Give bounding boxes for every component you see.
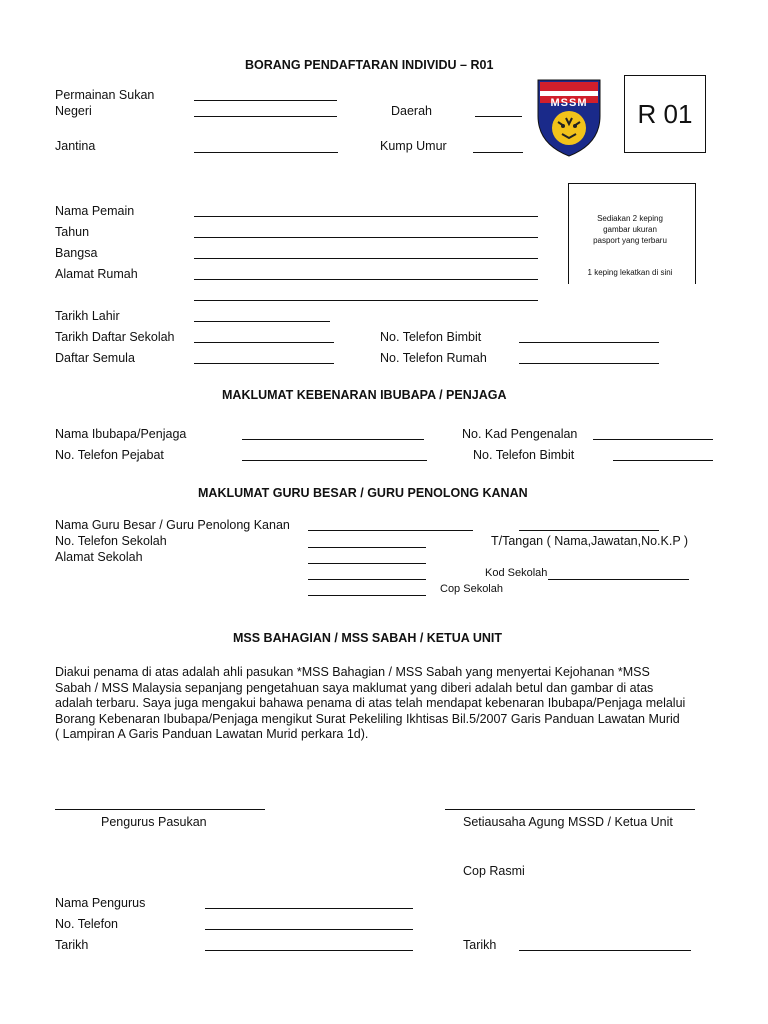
declaration-line-5: ( Lampiran A Garis Panduan Lawatan Murid perkara 1d).: [55, 727, 369, 741]
logo-text: MSSM: [550, 97, 588, 109]
label-daftar-semula: Daftar Semula: [55, 351, 135, 365]
input-negeri[interactable]: [194, 116, 337, 117]
photo-note-2: gambar ukuran: [603, 225, 657, 234]
label-no-kp: No. Kad Pengenalan: [462, 427, 578, 441]
label-tarikh-pengurus: Tarikh: [55, 938, 89, 952]
input-nama-pengurus[interactable]: [205, 908, 413, 909]
input-bangsa[interactable]: [194, 258, 538, 259]
input-tel-bimbit-parent[interactable]: [613, 460, 713, 461]
label-nama-pengurus: Nama Pengurus: [55, 896, 146, 910]
input-no-kp[interactable]: [593, 439, 713, 440]
label-alamat-sekolah: Alamat Sekolah: [55, 550, 143, 564]
photo-note-4: 1 keping lekatkan di sini: [587, 268, 673, 277]
input-alamat-rumah-1[interactable]: [194, 279, 538, 280]
input-daerah[interactable]: [475, 116, 522, 117]
heading-mss: MSS BAHAGIAN / MSS SABAH / KETUA UNIT: [233, 631, 502, 645]
input-tarikh-setiausaha[interactable]: [519, 950, 691, 951]
label-kod-sekolah: Kod Sekolah: [485, 567, 548, 579]
label-tarikh-daftar-sekolah: Tarikh Daftar Sekolah: [55, 330, 175, 344]
input-alamat-sekolah-2[interactable]: [308, 579, 426, 580]
mssm-shield-icon: [536, 78, 602, 158]
form-title: BORANG PENDAFTARAN INDIVIDU – R01: [245, 58, 494, 72]
label-bangsa: Bangsa: [55, 246, 98, 260]
input-tarikh-pengurus[interactable]: [205, 950, 413, 951]
label-negeri: Negeri: [55, 104, 92, 118]
mssm-logo: [536, 78, 602, 158]
label-tarikh-lahir: Tarikh Lahir: [55, 309, 120, 323]
label-permainan-sukan: Permainan Sukan: [55, 88, 155, 102]
input-tandatangan[interactable]: [519, 530, 659, 531]
input-no-telefon-pengurus[interactable]: [205, 929, 413, 930]
signature-line-pengurus[interactable]: [55, 809, 265, 810]
label-tahun: Tahun: [55, 225, 90, 239]
label-daerah: Daerah: [391, 104, 432, 118]
label-pengurus-pasukan: Pengurus Pasukan: [101, 815, 207, 829]
input-nama-ibubapa[interactable]: [242, 439, 424, 440]
label-tandatangan: T/Tangan ( Nama,Jawatan,No.K.P ): [491, 534, 689, 548]
declaration-paragraph: [55, 665, 715, 743]
input-telefon-bimbit[interactable]: [519, 342, 659, 343]
label-telefon-rumah: No. Telefon Rumah: [380, 351, 487, 365]
label-tel-bimbit-parent: No. Telefon Bimbit: [473, 448, 575, 462]
input-nama-guru[interactable]: [308, 530, 473, 531]
input-telefon-rumah[interactable]: [519, 363, 659, 364]
label-tarikh-setiausaha: Tarikh: [463, 938, 497, 952]
input-kod-sekolah[interactable]: [548, 579, 689, 580]
signature-line-setiausaha[interactable]: [445, 809, 695, 810]
input-tarikh-lahir[interactable]: [194, 321, 330, 322]
label-tel-sekolah: No. Telefon Sekolah: [55, 534, 167, 548]
input-tarikh-daftar-sekolah[interactable]: [194, 342, 334, 343]
input-tel-pejabat[interactable]: [242, 460, 427, 461]
input-daftar-semula[interactable]: [194, 363, 334, 364]
heading-headmaster: MAKLUMAT GURU BESAR / GURU PENOLONG KANAN: [198, 486, 528, 500]
input-alamat-sekolah-1[interactable]: [308, 563, 426, 564]
label-nama-guru: Nama Guru Besar / Guru Penolong Kanan: [55, 518, 290, 532]
label-no-telefon-pengurus: No. Telefon: [55, 917, 119, 931]
photo-note-1: Sediakan 2 keping: [597, 214, 663, 223]
declaration-line-3: adalah terbaru. Saya juga mengakui bahawa penama di atas telah mendapat kebenaran Ibubapa/Penjaga melalui: [55, 696, 686, 710]
label-nama-ibubapa: Nama Ibubapa/Penjaga: [55, 427, 187, 441]
input-alamat-rumah-2[interactable]: [194, 300, 538, 301]
input-nama-pemain[interactable]: [194, 216, 538, 217]
heading-parent: MAKLUMAT KEBENARAN IBUBAPA / PENJAGA: [222, 388, 507, 402]
label-setiausaha: Setiausaha Agung MSSD / Ketua Unit: [463, 815, 673, 829]
label-nama-pemain: Nama Pemain: [55, 204, 135, 218]
declaration-line-2: Sabah / MSS Malaysia sepanjang pengetahuan saya maklumat yang diberi adalah betul dan gambar di atas: [55, 680, 654, 695]
label-cop-sekolah: Cop Sekolah: [440, 583, 503, 595]
form-code: R 01: [637, 98, 693, 129]
input-jantina[interactable]: [194, 152, 338, 153]
photo-note-3: pasport yang terbaru: [593, 236, 667, 245]
input-tel-sekolah[interactable]: [308, 547, 426, 548]
declaration-line-4: Borang Kebenaran Ibubapa/Penjaga mengikut Surat Pekeliling Ikhtisas Bil.5/2007 Garis Panduan Lawatan Murid: [55, 711, 680, 726]
input-kump-umur[interactable]: [473, 152, 523, 153]
label-kump-umur: Kump Umur: [380, 139, 447, 153]
input-tahun[interactable]: [194, 237, 538, 238]
label-tel-pejabat: No. Telefon Pejabat: [55, 448, 164, 462]
label-alamat-rumah: Alamat Rumah: [55, 267, 138, 281]
label-cop-rasmi: Cop Rasmi: [463, 864, 525, 878]
label-jantina: Jantina: [55, 139, 96, 153]
label-telefon-bimbit: No. Telefon Bimbit: [380, 330, 482, 344]
input-permainan-sukan[interactable]: [194, 100, 337, 101]
declaration-line-1: Diakui penama di atas adalah ahli pasukan *MSS Bahagian / MSS Sabah yang menyertai Kejohanan *MSS: [55, 665, 650, 679]
input-alamat-sekolah-3[interactable]: [308, 595, 426, 596]
form-code-box: [624, 75, 706, 153]
